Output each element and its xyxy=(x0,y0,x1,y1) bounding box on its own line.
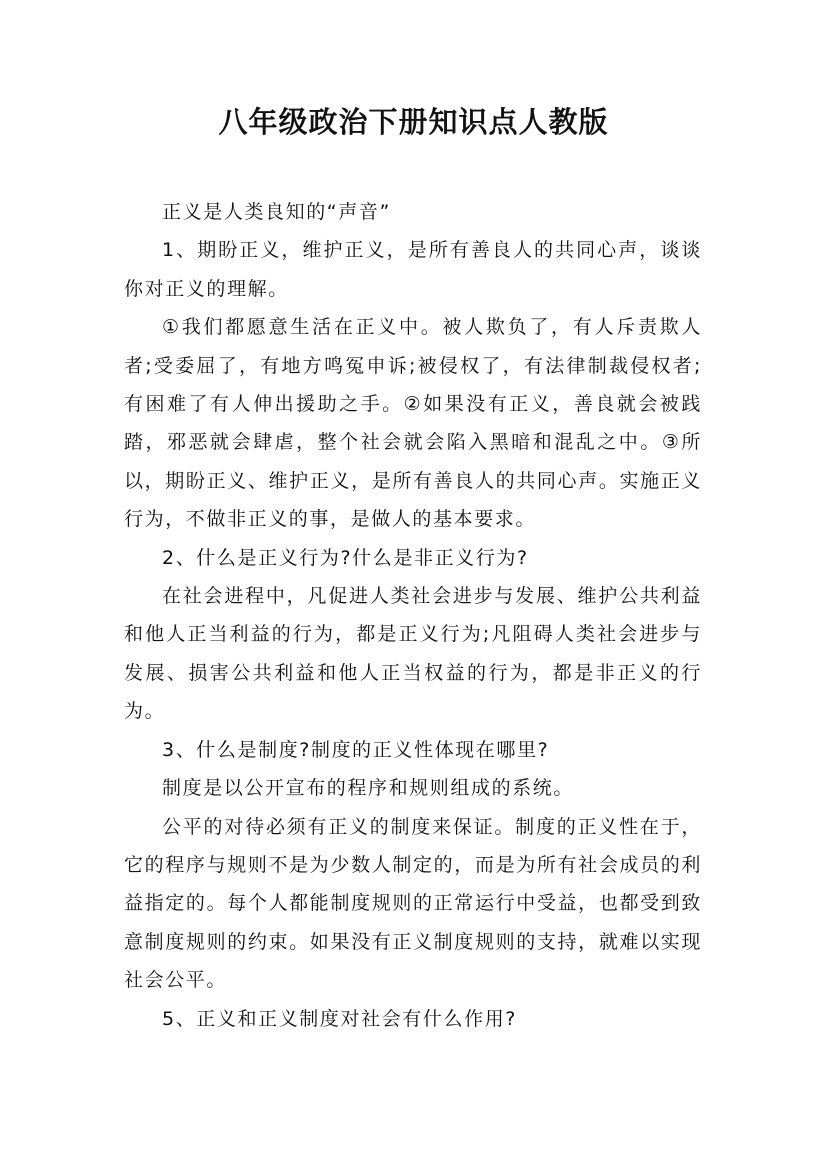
paragraph-question-2: 2、什么是正义行为?什么是非正义行为? xyxy=(162,546,529,569)
paragraph-answer-2: 在社会进程中，凡促进人类社会进步与发展、维护公共利益和他人正当利益的行为，都是正义行为;凡阻碍人类社会进步与发展、损害公共利益和他人正当权益的行为，都是非正义的行为。 xyxy=(124,585,702,723)
paragraph-question-5: 5、正义和正义制度对社会有什么作用? xyxy=(162,1007,517,1030)
document-body xyxy=(124,193,702,1038)
document-title: 八年级政治下册知识点人教版 xyxy=(218,105,609,139)
paragraph-question-1: 1、期盼正义，维护正义，是所有善良人的共同心声，谈谈你对正义的理解。 xyxy=(124,239,702,300)
paragraph-heading-justice-voice: 正义是人类良知的“声音” xyxy=(162,201,391,223)
paragraph-answer-1: ①我们都愿意生活在正义中。被人欺负了，有人斥责欺人者;受委屈了，有地方鸣冤申诉;被侵权了，有法律制裁侵权者;有困难了有人伸出援助之手。②如果没有正义，善良就会被践踏，邪恶就会肆虐，整个社会就会陷入黑暗和混乱之中。③所以，期盼正义、维护正义，是所有善良人的共同心声。实施正义行为，不做非正义的事，是做人的基本要求。 xyxy=(124,316,702,531)
paragraph-answer-3b: 公平的对待必须有正义的制度来保证。制度的正义性在于，它的程序与规则不是为少数人制定的，而是为所有社会成员的利益指定的。每个人都能制度规则的正常运行中受益，也都受到致意制度规则的约束。如果没有正义制度规则的支持，就难以实现社会公平。 xyxy=(124,815,702,992)
paragraph-question-3: 3、什么是制度?制度的正义性体现在哪里? xyxy=(162,738,550,761)
paragraph-answer-3a: 制度是以公开宣布的程序和规则组成的系统。 xyxy=(162,777,575,800)
